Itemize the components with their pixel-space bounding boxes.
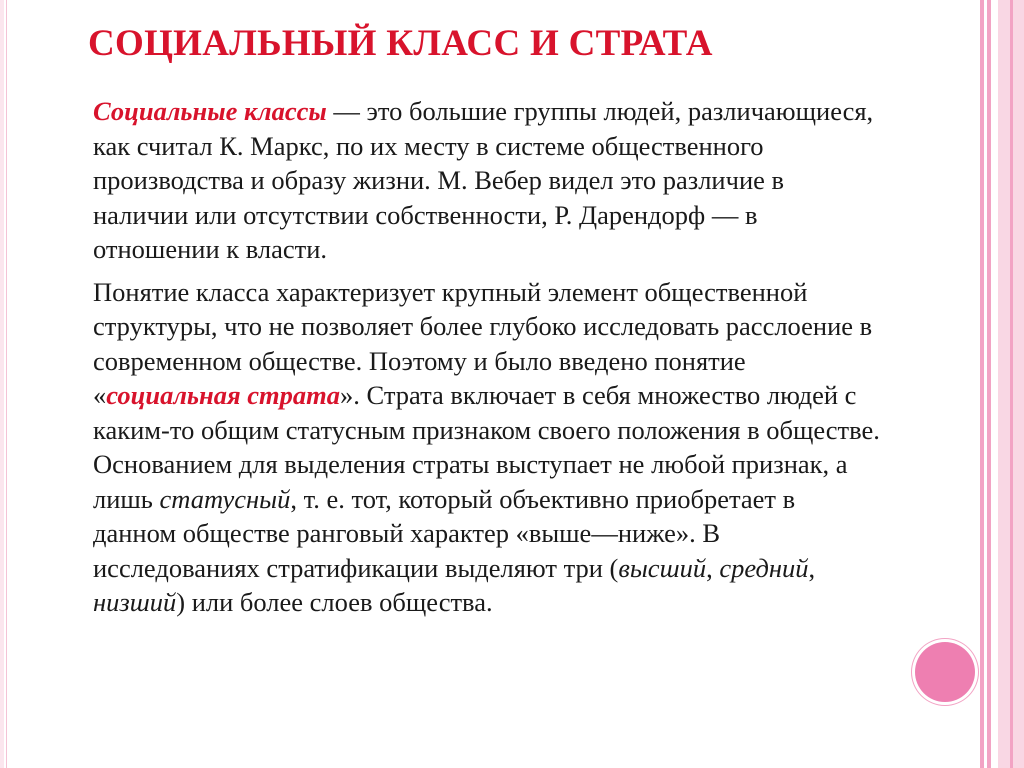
left-decor-line	[6, 0, 7, 768]
emphasis-lowest: низший	[93, 587, 177, 617]
pink-circle-decoration	[915, 642, 975, 702]
paragraph-2-text-b: ». Страта включает в себя множество людей с каким-то общим статусным признаком своего положения в обществе. Основанием для выделения страты выступает не любой признак, а лишь	[93, 380, 880, 514]
emphasis-highest: высший	[618, 552, 707, 583]
term-social-strata: социальная страта	[106, 380, 341, 410]
right-decor-line-3	[1010, 0, 1013, 768]
paragraph-2-text-a: Понятие класса характеризует крупный элемент общественной структуры, что не позволяет более глубоко исследовать расслоение в современном обществе. Поэтому и было введено понятие «	[93, 276, 873, 410]
slide-title: СОЦИАЛЬНЫЙ КЛАСС И СТРАТА	[88, 23, 713, 64]
emphasis-status: статусный	[159, 483, 291, 514]
slide-body	[93, 94, 883, 620]
left-decor-band	[0, 0, 4, 768]
separator-1: ,	[706, 552, 720, 583]
paragraph-social-classes	[93, 94, 883, 267]
paragraph-2-text-c: , т. е. тот, который объективно приобретает в данном обществе ранговый характер «выше—ниже». В исследованиях стратификации выделяют три (	[93, 483, 796, 583]
paragraph-social-strata	[93, 275, 883, 620]
right-decor-line-2	[987, 0, 991, 768]
paragraph-1-text: — это большие группы людей, различающиеся, как считал К. Маркс, по их месту в системе общественного производства и образу жизни. М. Вебер видел это различие в наличии или отсутствии собственности, Р. Дарендорф — в отношении к власти.	[93, 96, 874, 264]
right-decor-line-1	[980, 0, 984, 768]
paragraph-2-text-d: ) или более слоев общества.	[176, 587, 493, 617]
term-social-classes: Социальные классы	[93, 96, 327, 126]
emphasis-middle: средний	[719, 552, 809, 583]
separator-2: ,	[808, 552, 816, 583]
